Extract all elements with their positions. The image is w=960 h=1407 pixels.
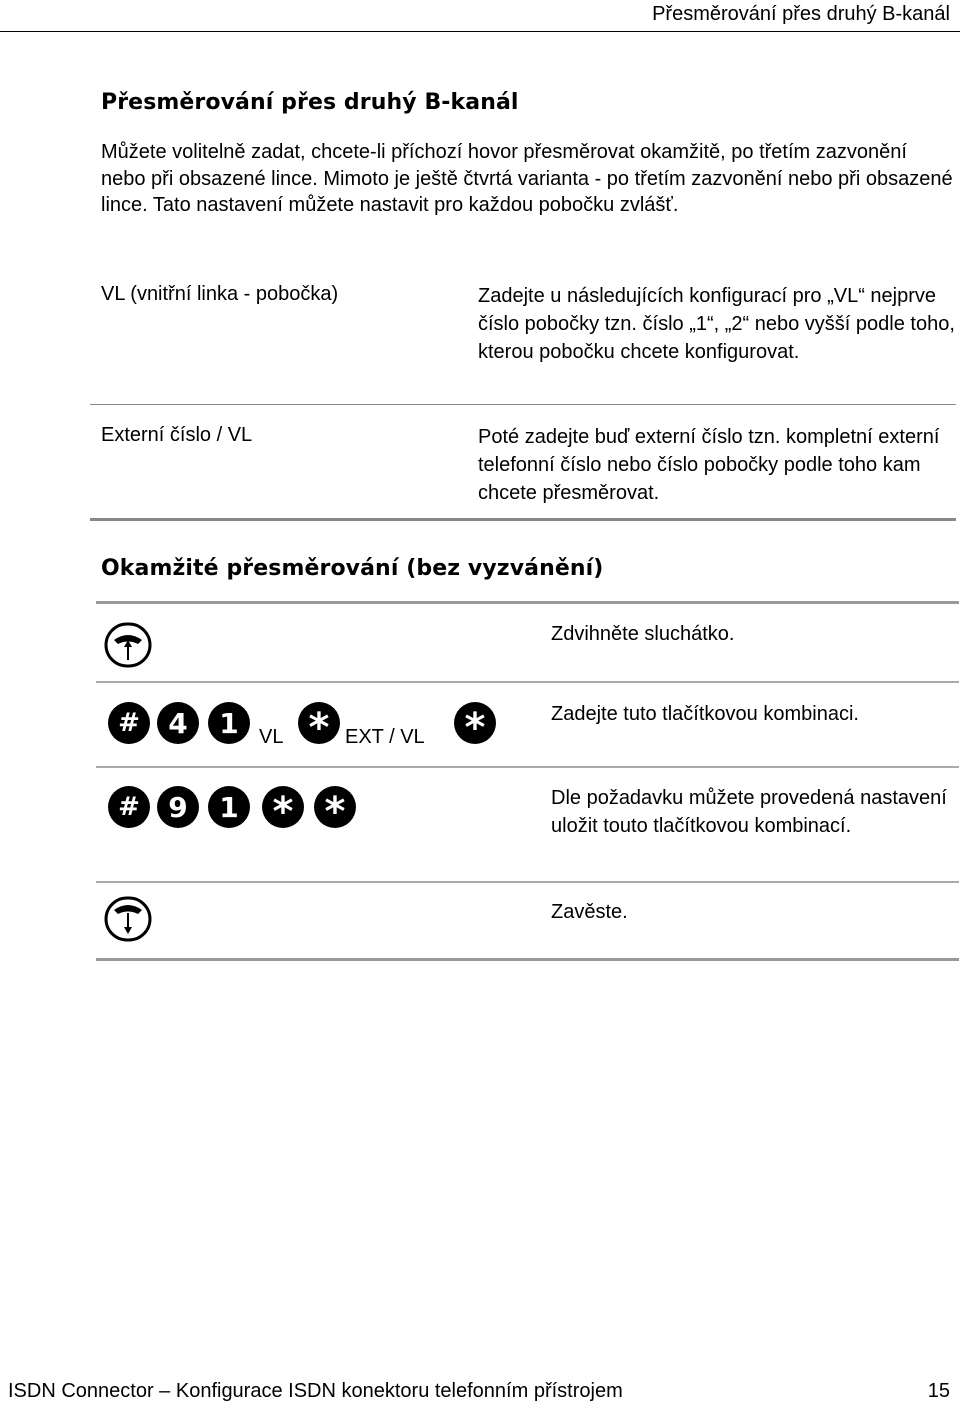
key-star: * — [262, 786, 304, 828]
step-text-enter-combination: Zadejte tuto tlačítkovou kombinaci. — [551, 703, 859, 725]
intro-paragraph: Můžete volitelně zadat, chcete-li příchozí hovor přesměrovat okamžitě, po třetím zazvonění nebo při obsazené lince. Mimoto je ještě čtvrtá varianta - po třetím zazvonění nebo při obsazené lince. Tato nastavení můžete nastavit pro každou pobočku zvlášť. — [101, 141, 953, 216]
key-star: * — [454, 702, 496, 744]
key-hash: # — [108, 702, 150, 744]
key-4: 4 — [157, 702, 199, 744]
config-label-external: Externí číslo / VL — [101, 424, 253, 446]
steps-divider — [96, 881, 959, 883]
handset-lift-icon — [104, 622, 152, 668]
section-heading-immediate: Okamžité přesměrování (bez vyzvánění) — [101, 556, 604, 581]
config-label-vl: VL (vnitřní linka - pobočka) — [101, 283, 339, 305]
handset-hangup-icon — [104, 896, 152, 942]
steps-bottom-rule — [96, 958, 959, 961]
ext-vl-label: EXT / VL — [345, 726, 425, 748]
step-text-lift: Zdvihněte sluchátko. — [551, 623, 735, 645]
key-hash: # — [108, 786, 150, 828]
table-bottom-rule — [90, 518, 956, 521]
steps-divider — [96, 766, 959, 768]
page-header — [0, 0, 960, 32]
footer-text: ISDN Connector – Konfigurace ISDN konektoru telefonním přístrojem — [8, 1380, 623, 1402]
steps-divider — [96, 681, 959, 683]
key-star: * — [314, 786, 356, 828]
config-description-external: Poté zadejte buď externí číslo tzn. kompletní externí telefonní číslo nebo číslo pobočky podle toho kam chcete přesměrovat. — [478, 426, 940, 504]
key-1: 1 — [208, 702, 250, 744]
table-divider — [90, 404, 956, 405]
section-heading-b-channel: Přesměrování přes druhý B-kanál — [101, 90, 519, 115]
config-description-vl: Zadejte u následujících konfigurací pro „VL“ nejprve číslo pobočky tzn. číslo „1“, „2“ nebo vyšší podle toho, kterou pobočku chcete konfigurovat. — [478, 285, 955, 363]
page-number: 15 — [927, 1380, 950, 1402]
step-text-hang-up: Zavěste. — [551, 901, 628, 923]
key-9: 9 — [157, 786, 199, 828]
key-star: * — [298, 702, 340, 744]
running-header-title: Přesměrování přes druhý B-kanál — [652, 3, 950, 25]
key-1: 1 — [208, 786, 250, 828]
steps-top-rule — [96, 601, 959, 604]
step-text-save-settings: Dle požadavku můžete provedená nastavení uložit touto tlačítkovou kombinací. — [551, 787, 947, 837]
vl-label: VL — [259, 726, 284, 748]
